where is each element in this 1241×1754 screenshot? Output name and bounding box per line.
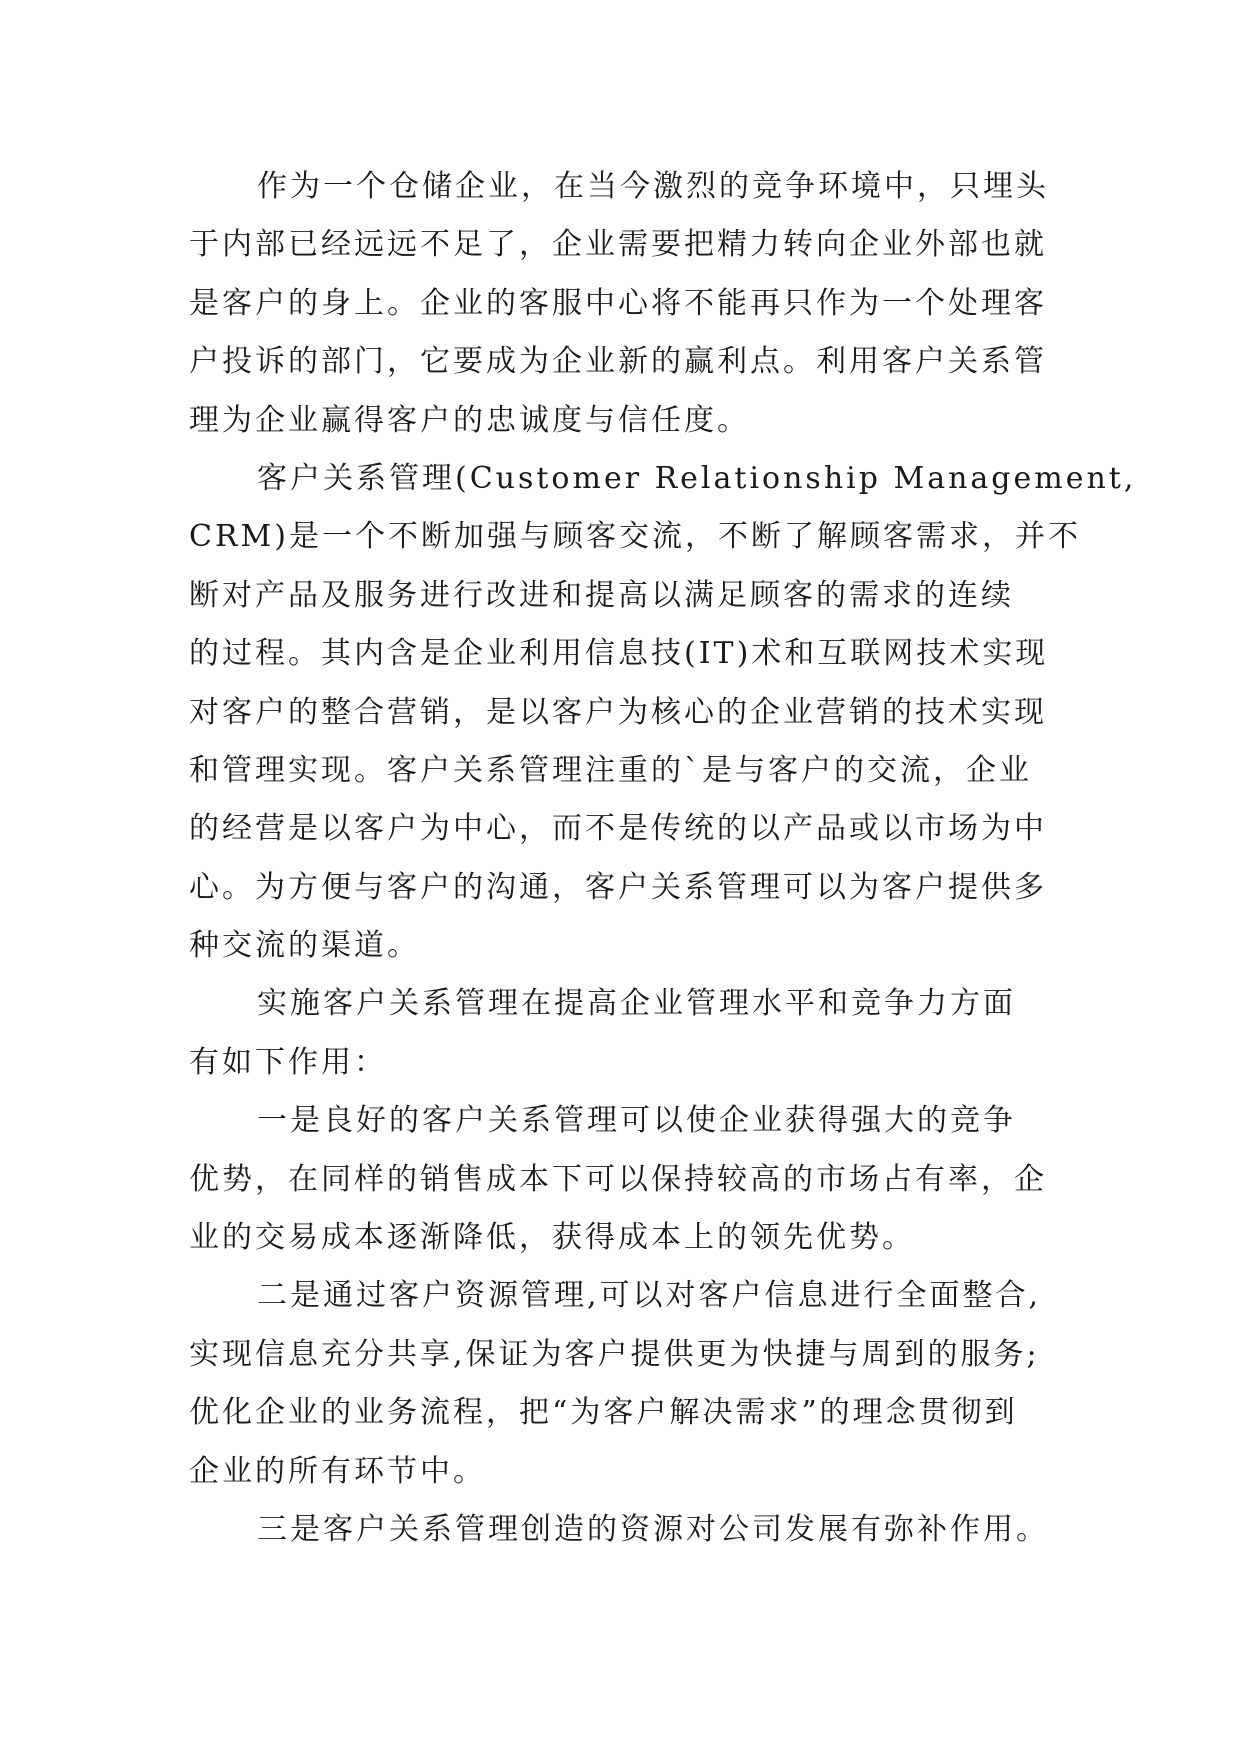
paragraph-1-line-4: 户投诉的部门，它要成为企业新的赢利点。利用客户关系管: [189, 344, 1047, 380]
paragraph-2-line-1: 客户关系管理(Customer Relationship Management,: [257, 460, 1137, 496]
paragraph-4-line-3: 业的交易成本逐渐降低，获得成本上的领先优势。: [189, 1220, 915, 1256]
paragraph-2-line-9: 种交流的渠道。: [189, 928, 420, 964]
paragraph-5-line-4: 企业的所有环节中。: [189, 1453, 486, 1489]
paragraph-2-line-6: 和管理实现。客户关系管理注重的`是与客户的交流，企业: [189, 752, 1032, 788]
paragraph-2-line-8: 心。为方便与客户的沟通，客户关系管理可以为客户提供多: [189, 869, 1047, 905]
paragraph-5-line-2: 实现信息充分共享,保证为客户提供更为快捷与周到的服务;: [189, 1336, 1040, 1372]
paragraph-4-line-2: 优势，在同样的销售成本下可以保持较高的市场占有率，企: [189, 1161, 1047, 1197]
paragraph-3-line-1: 实施客户关系管理在提高企业管理水平和竞争力方面: [257, 986, 1016, 1022]
paragraph-2-line-4: 的过程。其内含是企业利用信息技(IT)术和互联网技术实现: [189, 636, 1049, 672]
paragraph-5-line-3: 优化企业的业务流程，把“为客户解决需求”的理念贯彻到: [189, 1395, 1018, 1431]
paragraph-5-line-1: 二是通过客户资源管理,可以对客户信息进行全面整合,: [257, 1278, 1042, 1314]
paragraph-1-line-5: 理为企业赢得客户的忠诚度与信任度。: [189, 402, 750, 438]
paragraph-2-line-5: 对客户的整合营销，是以客户为核心的企业营销的技术实现: [189, 694, 1047, 730]
document-body: [189, 158, 1137, 1559]
paragraph-2-line-3: 断对产品及服务进行改进和提高以满足顾客的需求的连续: [189, 577, 1014, 613]
paragraph-6-line-1: 三是客户关系管理创造的资源对公司发展有弥补作用。: [257, 1511, 1049, 1547]
paragraph-1-line-3: 是客户的身上。企业的客服中心将不能再只作为一个处理客: [189, 285, 1047, 321]
paragraph-2-line-2: CRM)是一个不断加强与顾客交流，不断了解顾客需求，并不: [189, 519, 1081, 555]
paragraph-3-line-2: 有如下作用：: [189, 1044, 387, 1080]
paragraph-2-line-7: 的经营是以客户为中心，而不是传统的以产品或以市场为中: [189, 811, 1047, 847]
paragraph-1-line-1: 作为一个仓储企业，在当今激烈的竞争环境中，只埋头: [257, 169, 1049, 204]
paragraph-4-line-1: 一是良好的客户关系管理可以使企业获得强大的竞争: [257, 1103, 1016, 1139]
paragraph-1-line-2: 于内部已经远远不足了，企业需要把精力转向企业外部也就: [189, 227, 1047, 263]
